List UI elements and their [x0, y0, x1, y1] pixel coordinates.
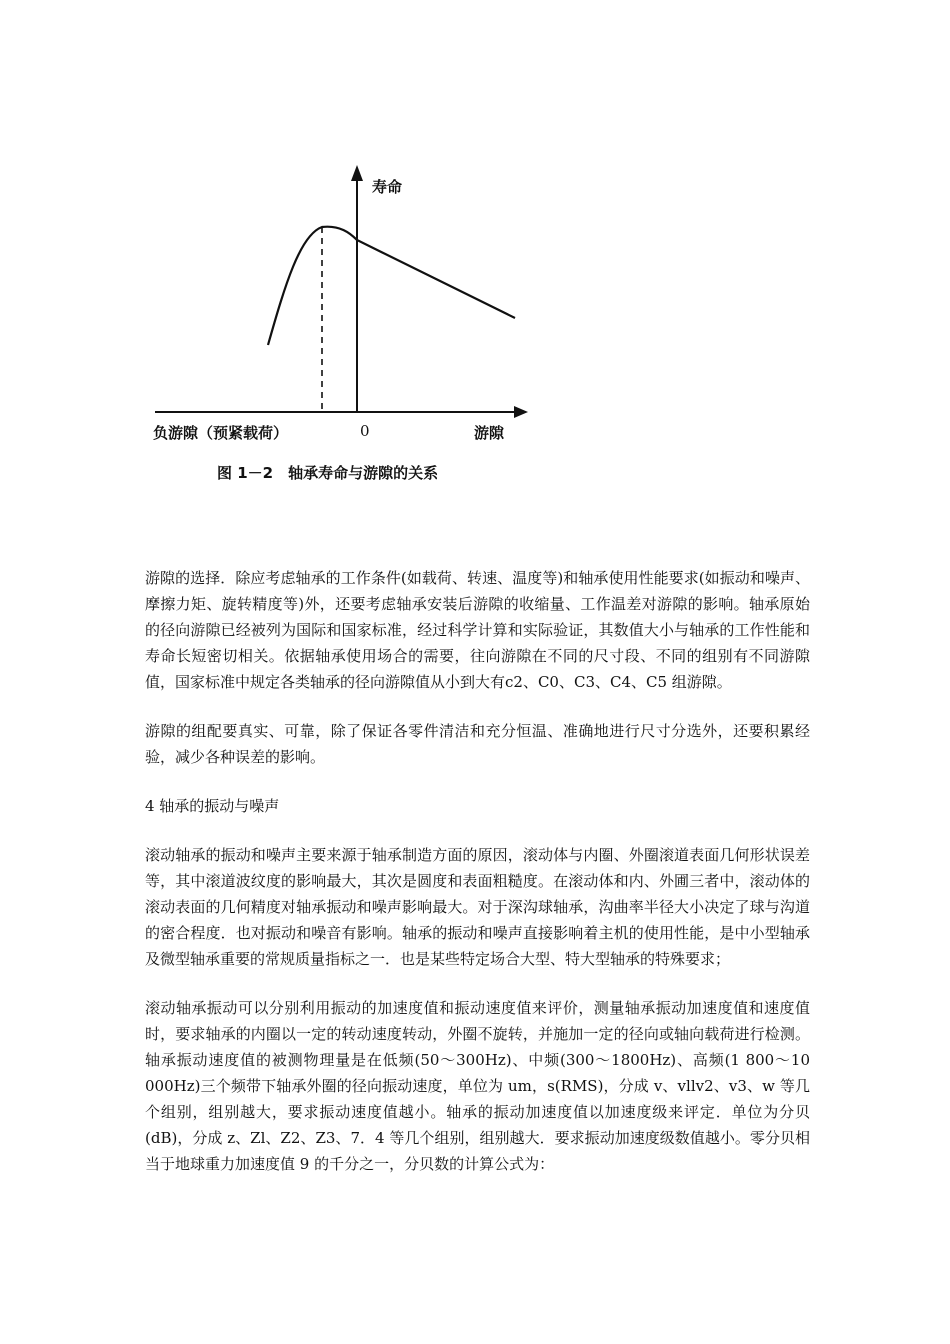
life-curve [268, 227, 515, 345]
paragraph-clearance-selection: 游隙的选择．除应考虑轴承的工作条件(如载荷、转速、温度等)和轴承使用性能要求(如振动和噪声、摩擦力矩、旋转精度等)外，还要考虑轴承安装后游隙的收缩量、工作温差对游隙的影响。轴承原始的径向游隙已经被列为国际和国家标准，经过科学计算和实际验证，其数值大小与轴承的工作性能和寿命长短密切相关。依据轴承使用场合的需要，往向游隙在不同的尺寸段、不同的组别有不同游隙值，国家标准中规定各类轴承的径向游隙值从小到大有c2、C0、C3、C4、C5 组游隙。 [145, 569, 810, 691]
x-right-label: 游隙 [474, 424, 505, 442]
figure-caption: 图 1－2 轴承寿命与游隙的关系 [217, 464, 439, 482]
x-left-label: 负游隙（预紧载荷） [153, 424, 289, 442]
clearance-life-figure [150, 155, 550, 495]
paragraph-vibration-sources: 滚动轴承的振动和噪声主要来源于轴承制造方面的原因，滚动体与内圈、外圈滚道表面几何形状误差等，其中滚道波纹度的影响最大，其次是圆度和表面粗糙度。在滚动体和内、外圃三者中，滚动体的滚动表面的几何精度对轴承振动和噪声影响最大。对于深沟球轴承，沟曲率半径大小决定了球与沟道的密合程度．也对振动和噪音有影响。轴承的振动和噪声直接影响着主机的使用性能，是中小型轴承及微型轴承重要的常规质量指标之一．也是某些特定场合大型、特大型轴承的特殊要求； [145, 846, 810, 968]
y-axis-label: 寿命 [372, 178, 403, 196]
paragraph-vibration-measurement: 滚动轴承振动可以分别利用振动的加速度值和振动速度值来评价，测量轴承振动加速度值和速度值时，要求轴承的内圈以一定的转动速度转动，外圈不旋转，并施加一定的径向或轴向载荷进行检测。轴承振动速度值的被测物理量是在低频(50～300Hz)、中频(300～1800Hz)、高频(1 800～10 000Hz)三个频带下轴承外圈的径向振动速度，单位为 um，s(RMS)，分成 v、vllv2、v3、w 等几个组别，组别越大，要求振动速度值越小。轴承的振动加速度值以加速度级来评定．单位为分贝(dB)，分成 z、Zl、Z2、Z3、7．4 等几个组别，组别越大．要求振动加速度级数值越小。零分贝相当于地球重力加速度值 9 的千分之一，分贝数的计算公式为： [145, 999, 810, 1173]
section-heading: 4 轴承的振动与噪声 [145, 797, 280, 815]
x-zero-label: 0 [360, 422, 370, 440]
clearance-life-plot [150, 155, 550, 495]
paragraph-clearance-matching: 游隙的组配要真实、可靠，除了保证各零件清洁和充分恒温、准确地进行尺寸分选外，还要积累经验，减少各种误差的影响。 [145, 722, 810, 766]
x-axis-arrow [514, 406, 528, 418]
body-text [145, 565, 810, 1200]
y-axis-arrow [351, 165, 363, 181]
